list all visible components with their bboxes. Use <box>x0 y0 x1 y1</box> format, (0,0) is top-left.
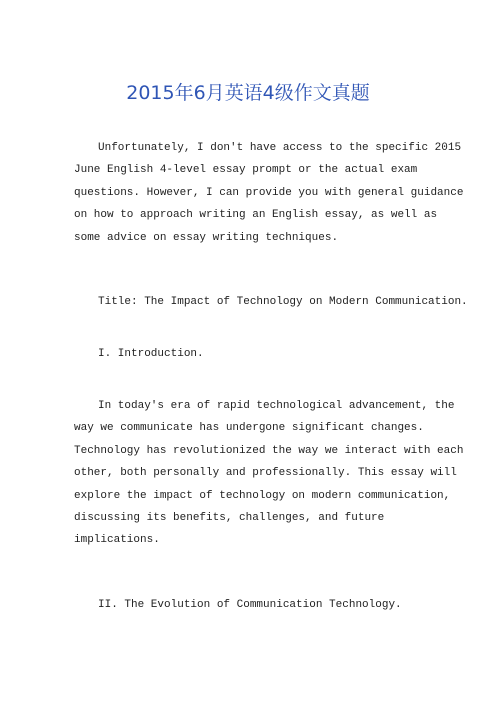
paragraph-line: implications. <box>74 534 160 547</box>
section-heading-introduction <box>74 343 426 365</box>
paragraph-line: Technology has revolutionized the way we interact with each <box>74 444 464 457</box>
paragraph-line: Unfortunately, I don't have access to the specific 2015 <box>98 142 462 154</box>
introduction-paragraph <box>74 395 464 552</box>
paragraph-line: way we communicate has undergone significant changes. <box>74 422 424 435</box>
essay-title-paragraph <box>74 291 468 313</box>
paragraph-line: In today's era of rapid technological advancement, the <box>98 400 455 412</box>
intro-paragraph <box>74 137 464 249</box>
document-title: 2015年6月英语4级作文真题 <box>126 82 370 104</box>
paragraph-line: June English 4-level essay prompt or the actual exam <box>74 164 418 177</box>
paragraph-line: some advice on essay writing techniques. <box>74 231 339 244</box>
paragraph-line: explore the impact of technology on modern communication, <box>74 489 451 502</box>
paragraph-line: discussing its benefits, challenges, and future <box>74 512 385 525</box>
paragraph-line: Title: The Impact of Technology on Modern Communication. <box>98 296 468 308</box>
paragraph-line: on how to approach writing an English essay, as well as <box>74 209 438 222</box>
paragraph-line: II. The Evolution of Communication Technology. <box>98 599 402 611</box>
paragraph-line: other, both personally and professionally. This essay will <box>74 467 457 480</box>
paragraph-line: I. Introduction. <box>98 348 204 360</box>
section-heading-evolution <box>74 594 426 616</box>
paragraph-line: questions. However, I can provide you with general guidance <box>74 186 464 199</box>
